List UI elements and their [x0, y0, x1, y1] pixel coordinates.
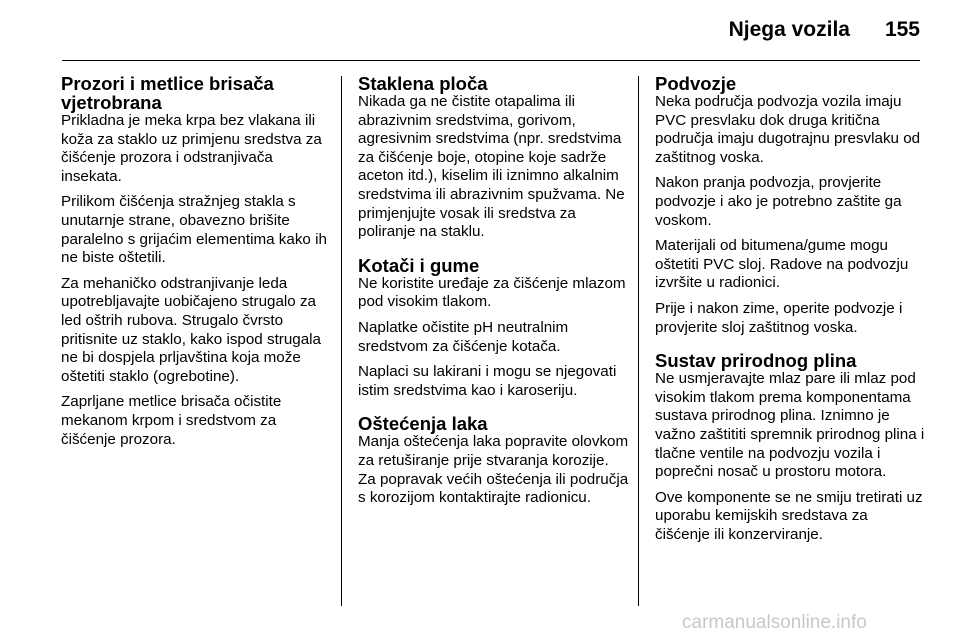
page-header	[0, 0, 960, 62]
paragraph: Manja oštećenja laka popravite olovkom za retuširanje prije stvaranja korozije. Za popravak većih oštećenja ili područja s korozijom kontaktirajte radionicu.	[358, 433, 629, 507]
section-natural-gas	[655, 351, 925, 544]
paragraph: Prije i nakon zime, operite podvozje i provjerite sloj zaštitnog voska.	[655, 299, 903, 336]
column-3	[655, 74, 925, 551]
column-1	[61, 74, 333, 456]
column-2	[358, 74, 630, 515]
section-heading: Podvozje	[655, 73, 737, 94]
paragraph: Prilikom čišćenja stražnjeg stakla s unutarnje strane, obavezno brišite paralelno s grijaćim elementima kako ih ne biste oštetili.	[61, 193, 327, 267]
section-heading: Oštećenja laka	[358, 413, 488, 435]
section-heading: Sustav prirodnog plina	[655, 350, 857, 372]
page-title: Njega vozila	[728, 18, 850, 41]
section-windows-wipers	[61, 74, 333, 449]
section-heading: Prozori i metlice brisača vjetrobrana	[61, 73, 274, 113]
watermark: carmanualsonline.info	[682, 612, 867, 633]
paragraph: Naplaci su lakirani i mogu se njegovati istim sredstvima kao i karoseriju.	[358, 363, 617, 399]
section-heading: Staklena ploča	[358, 73, 488, 94]
section-underbody	[655, 74, 925, 337]
paragraph: Materijali od bitumena/gume mogu oštetiti PVC sloj. Radove na podvozju izvršite u radionici.	[655, 237, 909, 292]
section-heading: Kotači i gume	[358, 254, 480, 276]
paragraph: Prikladna je meka krpa bez vlakana ili koža za staklo uz primjenu sredstva za čišćenje prozora i odstranjivača insekata.	[61, 112, 322, 185]
paragraph: Ove komponente se ne smiju tretirati uz uporabu kemijskih sredstava za čišćenje ili konzerviranje.	[655, 488, 923, 543]
paragraph: Ne koristite uređaje za čišćenje mlazom pod visokim tlakom.	[358, 274, 626, 311]
column-divider	[638, 76, 639, 606]
paragraph: Neka područja podvozja vozila imaju PVC presvlaku dok druga kritična područja imaju dugotrajnu presvlaku od zaštitnog voska.	[655, 93, 921, 166]
section-wheels-tyres	[358, 256, 630, 401]
paragraph: Nikada ga ne čistite otapalima ili abrazivnim sredstvima, gorivom, agresivnim sredstvima (npr. sredstvima za čišćenje boje, otopine koje sadrže aceton itd.), kiselim ili iznimno alkalnim sredstvima ili abrazivnim spužvama. Ne primjenjujte vosak ili sredstva za poliranje na staklu.	[358, 93, 625, 241]
section-glass-panel	[358, 74, 630, 242]
paragraph: Nakon pranja podvozja, provjerite podvozje i ako je potrebno zaštite ga voskom.	[655, 174, 902, 229]
header-rule	[62, 60, 920, 61]
column-divider	[341, 76, 342, 606]
page-number: 155	[884, 18, 920, 41]
section-paint-damage	[358, 414, 630, 507]
paragraph: Za mehaničko odstranjivanje leda upotrebljavajte uobičajeno strugalo za led oštrih rubova. Strugalo čvrsto pritisnite uz staklo, kako ispod strugala ne bi dospjela prljavština koja može oštetiti staklo (ogrebotine).	[61, 274, 322, 385]
paragraph: Naplatke očistite pH neutralnim sredstvom za čišćenje kotača.	[358, 318, 569, 355]
paragraph: Zaprljane metlice brisača očistite mekanom krpom i sredstvom za čišćenje prozora.	[61, 393, 282, 448]
paragraph: Ne usmjeravajte mlaz pare ili mlaz pod visokim tlakom prema komponentama sustava prirodnog plina. Iznimno je važno zaštititi spremnik prirodnog plina i tlačne ventile na podvozju vozila i poprečni nosač u prostoru motora.	[655, 370, 925, 481]
